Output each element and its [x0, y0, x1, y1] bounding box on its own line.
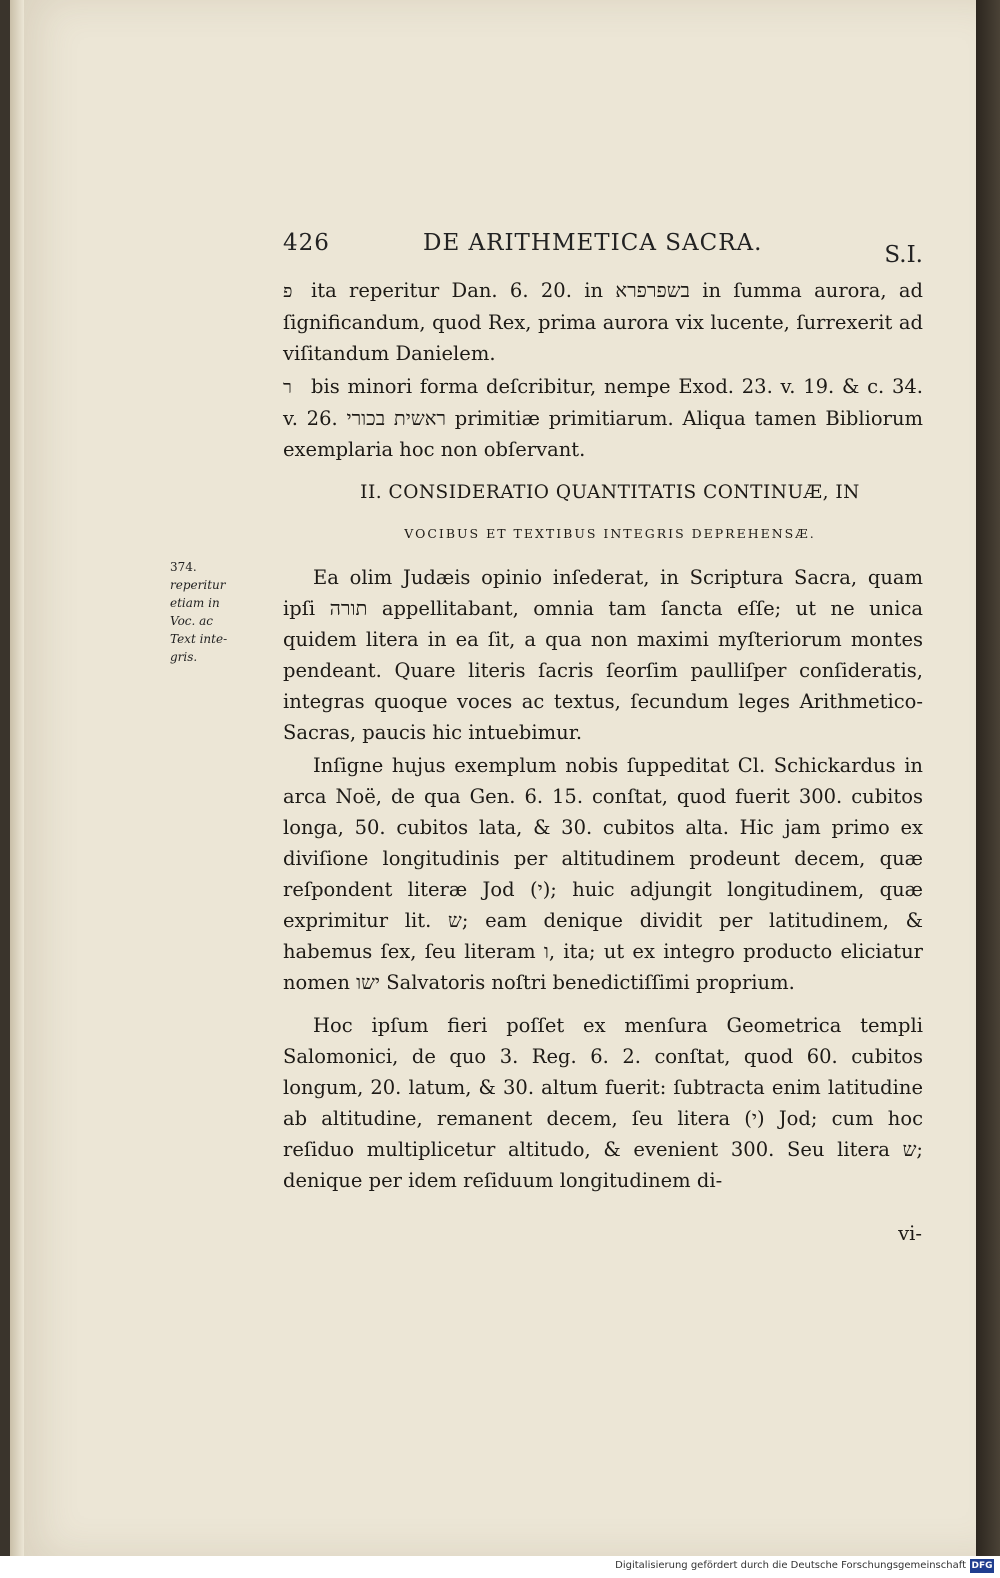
body-paragraph-2: Inſigne hujus exemplum nobis ſuppeditat Cl. Schickardus in arca Noë, de qua Gen. 6. 15. conſtat, quod fuerit 300. cubitos longa, 50. cubitos lata, & 30. cubitos alta. Hic jam primo ex diviſione longitudinis per altitudinem prodeunt decem, quæ reſpondent literæ Jod (י); huic adjungit longitudinem, quæ exprimitur lit. ש; eam denique dividit per latitudinem, & habemus ſex, ſeu literam ו, ita; ut ex integro producto eliciatur nomen ישו Salvatoris noſtri benedictiſſimi proprium.: [283, 754, 923, 994]
paragraph-pe: [283, 275, 923, 369]
catchword: vi-: [898, 1222, 922, 1245]
dfg-logo-icon: DFG: [971, 1561, 993, 1571]
section-heading: II. CONSIDERATIO QUANTITATIS CONTINUÆ, IN: [360, 482, 860, 503]
paragraph-resh: [283, 371, 923, 465]
body-paragraph-1: Ea olim Judæis opinio inſederat, in Scriptura Sacra, quam ipſi תורה appellitabant, omnia tam ſancta eſſe; ut ne unica quidem litera in ea ſit, a qua non maximi myſteriorum montes pendeant. Quare literis ſacris ſeorſim paulliſper conſideratis, integras quoque voces ac textus, ſecundum leges Arithmetico-Sacras, paucis hic intuebimur.: [283, 566, 923, 744]
margin-note-line: etiam in: [170, 596, 220, 610]
page-gutter: [10, 0, 24, 1556]
margin-note-number: 374.: [170, 560, 197, 574]
running-title: DE ARITHMETICA SACRA.: [423, 230, 763, 256]
paragraph-text: bis minori forma deſcribitur, nempe Exod. 23. v. 19. & c. 34. v. 26. ראשית בכורי primitiæ primitiarum. Aliqua tamen Bibliorum exemplaria hoc non obſervant.: [283, 375, 923, 461]
section-subheading: VOCIBUS ET TEXTIBUS INTEGRIS DEPREHENSÆ.: [404, 526, 816, 541]
section-marker: S.I.: [884, 242, 923, 268]
body-paragraph-3: Hoc ipſum fieri poſſet ex menſura Geometrica templi Salomonici, de quo 3. Reg. 6. 2. conſtat, quod 60. cubitos longum, 20. latum, & 30. altum fuerit: ſubtracta enim latitudine ab altitudine, remanent decem, ſeu litera (י) Jod; cum hoc reſiduo multiplicetur altitudo, & evenient 300. Seu litera ש; denique per idem reſiduum longitudinem di-: [283, 1014, 923, 1192]
margin-note-line: Voc. ac: [170, 614, 214, 628]
page-number: 426: [283, 230, 330, 256]
margin-note-line: Text inte-: [170, 632, 228, 646]
footer-credit: Digitalisierung gefördert durch die Deutsche Forschungsgemeinschaft: [615, 1560, 966, 1571]
book-edge: [976, 0, 1000, 1556]
hebrew-letter-mark: פ: [283, 281, 293, 302]
margin-note: [170, 558, 260, 666]
paragraph-text: ita reperitur Dan. 6. 20. in בשפרפרא in ſumma aurora, ad ſignificandum, quod Rex, prima aurora vix lucente, ſurrexerit ad viſitandum Danielem.: [283, 279, 923, 365]
margin-note-line: reperitur: [170, 578, 226, 592]
hebrew-letter-mark: ר: [283, 377, 292, 398]
margin-note-line: gris.: [170, 650, 198, 664]
running-head: [283, 224, 923, 268]
